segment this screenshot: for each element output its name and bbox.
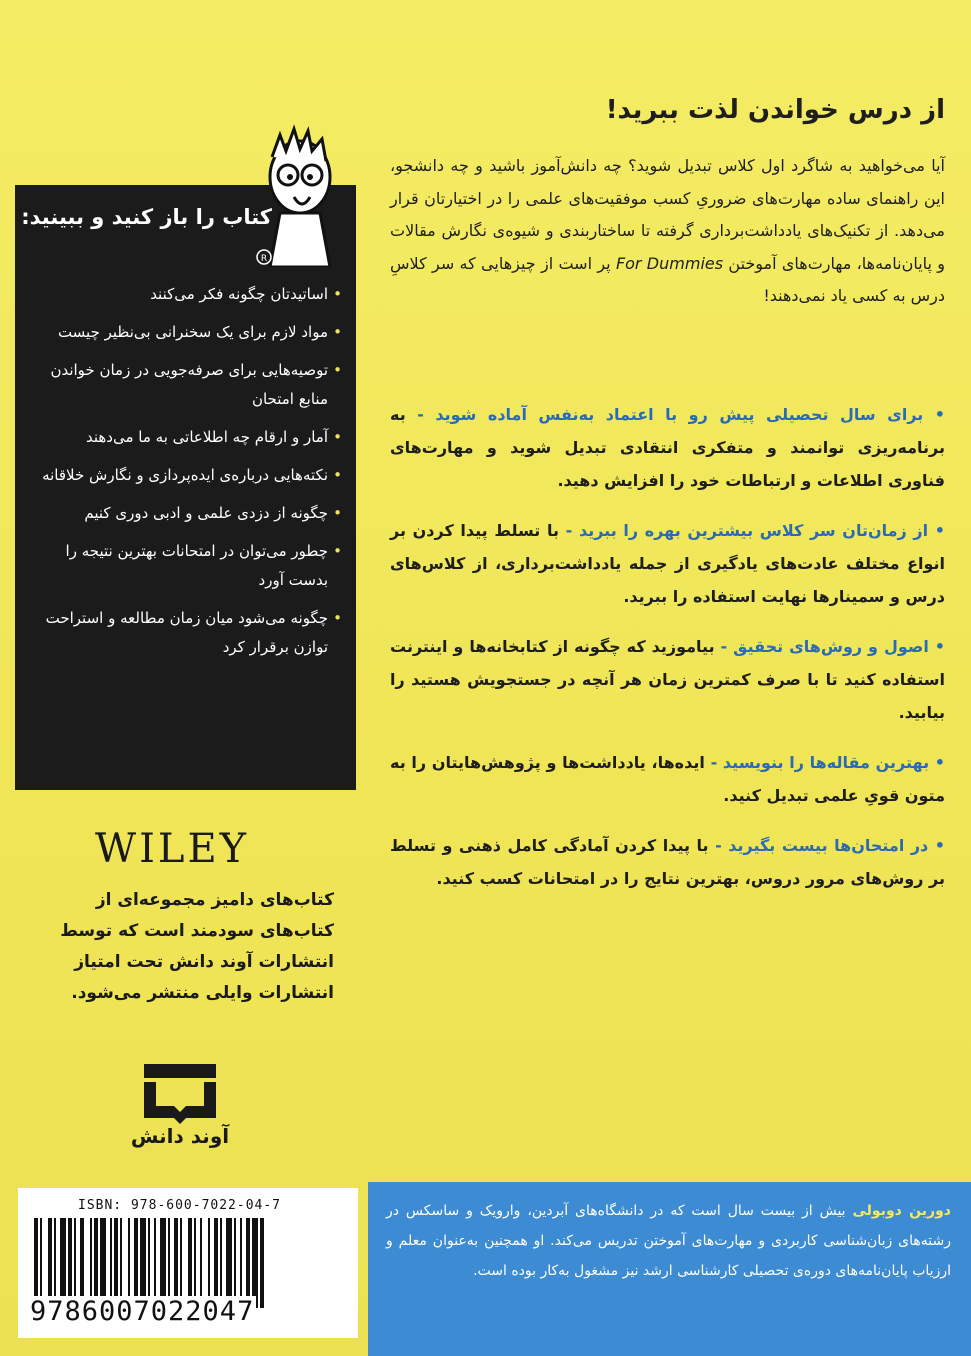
author-bio-box xyxy=(368,1182,971,1356)
barcode-bar xyxy=(234,1218,236,1308)
list-item xyxy=(390,398,945,497)
bullet-text: ایده‌ها، یادداشت‌ها و پژوهش‌هایتان را به متون قویِ علمی تبدیل کنید. xyxy=(390,753,945,805)
list-item xyxy=(390,630,945,729)
intro-paragraph xyxy=(390,150,945,313)
barcode-bar xyxy=(120,1218,122,1308)
list-item: • نکته‌هایی درباره‌ی ایده‌پردازی و نگارش خلاقانه xyxy=(27,461,342,490)
barcode-bar xyxy=(34,1218,38,1308)
list-item xyxy=(390,829,945,895)
series-blurb: کتاب‌های دامیز مجموعه‌ای از کتاب‌های سودمند است که توسط انتشارات آوند دانش تحت امتیاز انتشارات وایلی منتشر می‌شود. xyxy=(60,890,334,1003)
barcode-bar xyxy=(168,1218,170,1308)
barcode-bar xyxy=(134,1218,138,1308)
barcode-bar xyxy=(128,1218,130,1308)
barcode-bar xyxy=(252,1218,258,1308)
barcode-bar xyxy=(260,1218,264,1308)
barcode-bar xyxy=(200,1218,202,1308)
barcode-bar xyxy=(100,1218,106,1308)
bullet-lead: • برای سال تحصیلی پیش رو با اعتماد به‌نفس آماده شوید - xyxy=(417,405,946,424)
barcode-bar xyxy=(226,1218,232,1308)
list-item: • توصیه‌هایی برای صرفه‌جویی در زمان خواندن منابع امتحان xyxy=(27,356,342,414)
intro-text: آیا می‌خواهید به شاگرد اول کلاس تبدیل شوید؟ چه دانش‌آموز باشید و چه دانشجو، این راهنمای ساده مهارت‌های ضروریِ کسب موفقیت‌های علمی را در اختیارتان قرار می‌دهد. از تکنیک‌های یادداشت‌برداری گرفته تا ساختاربندی و شیوه‌ی نگارش مقالات و پایان‌نامه‌ها، مهارت‌های آموختن xyxy=(390,156,946,273)
features-panel xyxy=(15,185,356,790)
barcode-bar xyxy=(140,1218,146,1308)
author-bio-text: بیش از بیست سال است که در دانشگاه‌های آبردین، وارویک و ساسکس در رشته‌های زبان‌شناسی کاربردی و مهارت‌های آموختن تدریس می‌کند. او همچنین به‌عنوان معلم و ارزیاب پایان‌نامه‌های دوره‌ی تحصیلی کارشناسی ارشد نیز مشغول به‌کار بوده است. xyxy=(386,1203,951,1279)
list-item: • اساتیدتان چگونه فکر می‌کنند xyxy=(27,280,342,309)
barcode-bar xyxy=(80,1218,84,1308)
list-item: • مواد لازم برای یک سخنرانی بی‌نظیر چیست xyxy=(27,318,342,347)
barcode-bar xyxy=(174,1218,178,1308)
barcode-bar xyxy=(54,1218,56,1308)
barcode-bar xyxy=(148,1218,150,1308)
intro-text-end: پر است از چیزهایی که سر کلاسِ درس به کسی یاد نمی‌دهند! xyxy=(390,253,945,305)
barcode-bar xyxy=(194,1218,196,1308)
barcode-bar xyxy=(110,1218,112,1308)
barcode-bar xyxy=(246,1218,250,1308)
wiley-logo: WILEY xyxy=(95,826,250,872)
barcode-bar xyxy=(48,1218,52,1308)
barcode-bar xyxy=(74,1218,76,1308)
publisher-name: آوند دانش xyxy=(130,1124,230,1148)
list-item: • چگونه از دزدی علمی و ادبی دوری کنیم xyxy=(27,499,342,528)
bullet-text: با تسلط پیدا کردن بر انواع مختلف عادت‌های یادگیری از جمله یادداشت‌برداری، از کلاس‌های درس و سمینارها نهایت استفاده را ببرید. xyxy=(390,521,945,606)
dummies-mascot-icon xyxy=(250,117,340,267)
barcode-bar xyxy=(208,1218,210,1308)
bullet-text: به برنامه‌ریزی توانمند و متفکری انتقادی تبدیل شوید و مهارت‌های فناوری اطلاعات و ارتباطات خود را افزایش دهید. xyxy=(390,405,945,490)
page-title: از درس خواندن لذت ببرید! xyxy=(605,95,945,125)
list-item xyxy=(390,746,945,812)
bullet-lead: • در امتحان‌ها بیست بگیرید - xyxy=(715,836,945,855)
author-name: دورین دوبولی xyxy=(852,1203,951,1219)
barcode-bar xyxy=(180,1218,182,1308)
list-item: • چگونه می‌شود میان زمان مطالعه و استراحت توازن برقرار کرد xyxy=(27,604,342,662)
benefits-list xyxy=(390,398,945,912)
barcode-bar xyxy=(160,1218,166,1308)
barcode-bar xyxy=(188,1218,192,1308)
bullet-lead: • بهترین مقاله‌ها را بنویسید - xyxy=(710,753,946,772)
isbn-label: ISBN: 978-600-7022-04-7 xyxy=(78,1198,282,1213)
barcode-bar xyxy=(114,1218,118,1308)
barcode-bar xyxy=(68,1218,72,1308)
barcode-bar xyxy=(154,1218,156,1308)
bullet-lead: • اصول و روش‌های تحقیق - xyxy=(720,637,945,656)
author-bio xyxy=(386,1196,951,1286)
list-item: • آمار و ارقام چه اطلاعاتی به ما می‌دهند xyxy=(27,423,342,452)
bullet-text: با پیدا کردن آمادگی کامل ذهنی و تسلط بر روش‌های مرور دروس، بهترین نتایج را در امتحانات کسب کنید. xyxy=(390,836,945,888)
barcode-bar xyxy=(94,1218,98,1308)
intro-series-name: For Dummies xyxy=(615,253,724,273)
barcode-number: 9786007022047 xyxy=(30,1296,255,1327)
barcode xyxy=(18,1188,358,1338)
barcode-bar xyxy=(220,1218,222,1308)
barcode-bar xyxy=(214,1218,218,1308)
barcode-bar xyxy=(90,1218,92,1308)
bullet-text: بیاموزید که چگونه از کتابخانه‌ها و اینترنت استفاده کنید تا با صرف کمترین زمان هر آنچه در جستجویش هستید را بیابید. xyxy=(390,637,945,722)
barcode-bar xyxy=(60,1218,66,1308)
barcode-icon xyxy=(30,1218,346,1308)
barcode-bar xyxy=(240,1218,242,1308)
list-item: • چطور می‌توان در امتحانات بهترین نتیجه را بدست آورد xyxy=(27,537,342,595)
book-icon xyxy=(140,1060,220,1126)
svg-text:R: R xyxy=(260,254,268,264)
list-item xyxy=(390,514,945,613)
panel-title: کتاب را باز کنید و ببینید: xyxy=(21,205,272,229)
barcode-bar xyxy=(40,1218,42,1308)
bullet-lead: • از زمان‌تان سر کلاس بیشترین بهره را ببرید - xyxy=(565,521,946,540)
main-content xyxy=(390,95,945,313)
features-list xyxy=(27,280,342,671)
